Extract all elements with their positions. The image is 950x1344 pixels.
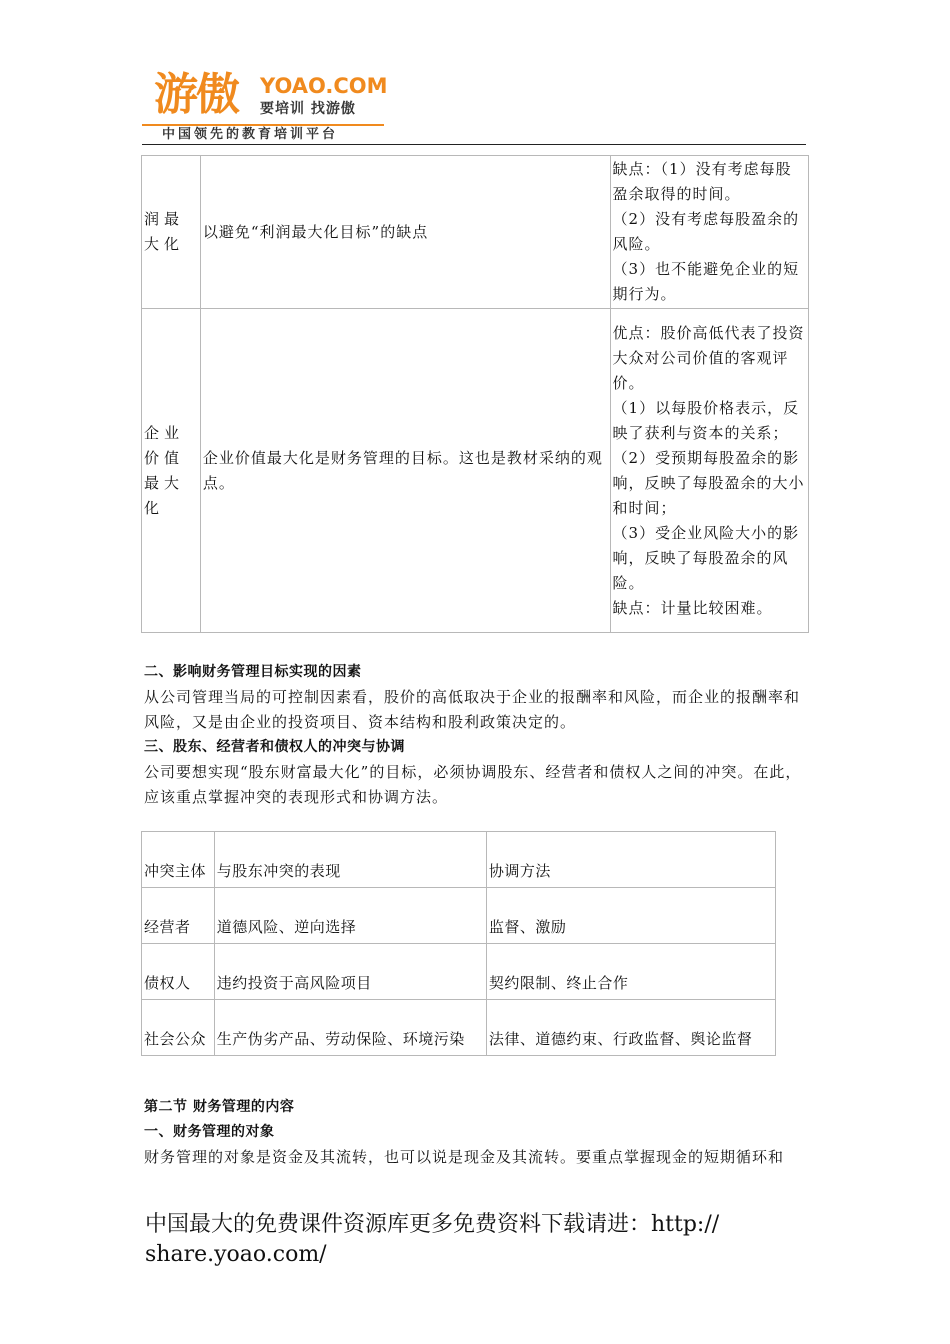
objective-description: 以避免“利润最大化目标”的缺点 <box>200 156 610 309</box>
section-heading: 三、股东、经营者和债权人的冲突与协调 <box>144 739 405 755</box>
note-line: 缺点：计量比较困难。 <box>612 598 773 617</box>
logo-slogan: 要培训 找游傲 <box>260 101 356 117</box>
table-cell: 契约限制、终止合作 <box>486 944 775 1000</box>
table-cell: 法律、道德约束、行政监督、舆论监督 <box>486 1000 775 1056</box>
header-divider <box>142 144 806 145</box>
note-line: （3）受企业风险大小的影响，反映了每股盈余的风险。 <box>612 523 800 592</box>
column-header: 冲突主体 <box>142 832 215 888</box>
note-line: （2）没有考虑每股盈余的风险。 <box>612 210 800 253</box>
column-header: 协调方法 <box>486 832 775 888</box>
section2 <box>144 660 810 735</box>
yoao-logo <box>142 69 388 145</box>
objective-notes <box>610 309 808 633</box>
conflicts-table <box>141 831 776 1056</box>
logo-subtitle: 中国领先的教育培训平台 <box>162 127 339 142</box>
table-cell: 违约投资于高风险项目 <box>214 944 486 1000</box>
note-line: 缺点：（1）没有考虑每股盈余取得的时间。 <box>612 160 792 203</box>
section-body: 公司要想实现“股东财富最大化”的目标，必须协调股东、经营者和债权人之间的冲突。在此，应该重点掌握冲突的表现形式和协调方法。 <box>144 763 802 806</box>
table-row <box>142 309 809 633</box>
section3 <box>144 735 810 810</box>
logo-domain: YOAO.COM <box>260 74 388 98</box>
chapter-title: 第二节 财务管理的内容 <box>144 1099 295 1115</box>
table-row <box>142 888 776 944</box>
table-cell: 经营者 <box>142 888 215 944</box>
objective-name: 润最大化 <box>142 156 201 309</box>
column-header: 与股东冲突的表现 <box>214 832 486 888</box>
footer-line: 中国最大的免费课件资源库更多免费资料下载请进：http:// <box>145 1212 720 1237</box>
table-header-row <box>142 832 776 888</box>
section-body: 财务管理的对象是资金及其流转，也可以说是现金及其流转。要重点掌握现金的短期循环和 <box>144 1148 785 1166</box>
logo-main-text: 游傲 <box>154 69 238 120</box>
footer-notice <box>145 1210 785 1270</box>
footer-link[interactable]: share.yoao.com/ <box>145 1242 327 1267</box>
note-line: 优点：股价高低代表了投资大众对公司价值的客观评价。 <box>612 323 805 392</box>
table-cell: 道德风险、逆向选择 <box>214 888 486 944</box>
note-line: （3）也不能避免企业的短期行为。 <box>612 260 800 303</box>
section-heading: 二、影响财务管理目标实现的因素 <box>144 664 362 680</box>
table-cell: 社会公众 <box>142 1000 215 1056</box>
objectives-table <box>141 155 809 633</box>
table-cell: 监督、激励 <box>486 888 775 944</box>
table-cell: 债权人 <box>142 944 215 1000</box>
chapter-section <box>144 1095 810 1170</box>
note-line: （2）受预期每股盈余的影响，反映了每股盈余的大小和时间； <box>612 448 805 517</box>
note-line: （1）以每股价格表示，反映了获利与资本的关系； <box>612 398 800 442</box>
objective-notes <box>610 156 808 309</box>
section-heading: 一、财务管理的对象 <box>144 1124 275 1140</box>
objective-description: 企业价值最大化是财务管理的目标。这也是教材采纳的观点。 <box>200 309 610 633</box>
table-row <box>142 156 809 309</box>
section-body: 从公司管理当局的可控制因素看，股价的高低取决于企业的报酬率和风险，而企业的报酬率和风险，又是由企业的投资项目、资本结构和股利政策决定的。 <box>144 688 801 731</box>
objective-name: 企业价值最大化 <box>142 309 201 633</box>
table-row <box>142 944 776 1000</box>
table-cell: 生产伪劣产品、劳动保险、环境污染 <box>214 1000 486 1056</box>
table-row <box>142 1000 776 1056</box>
